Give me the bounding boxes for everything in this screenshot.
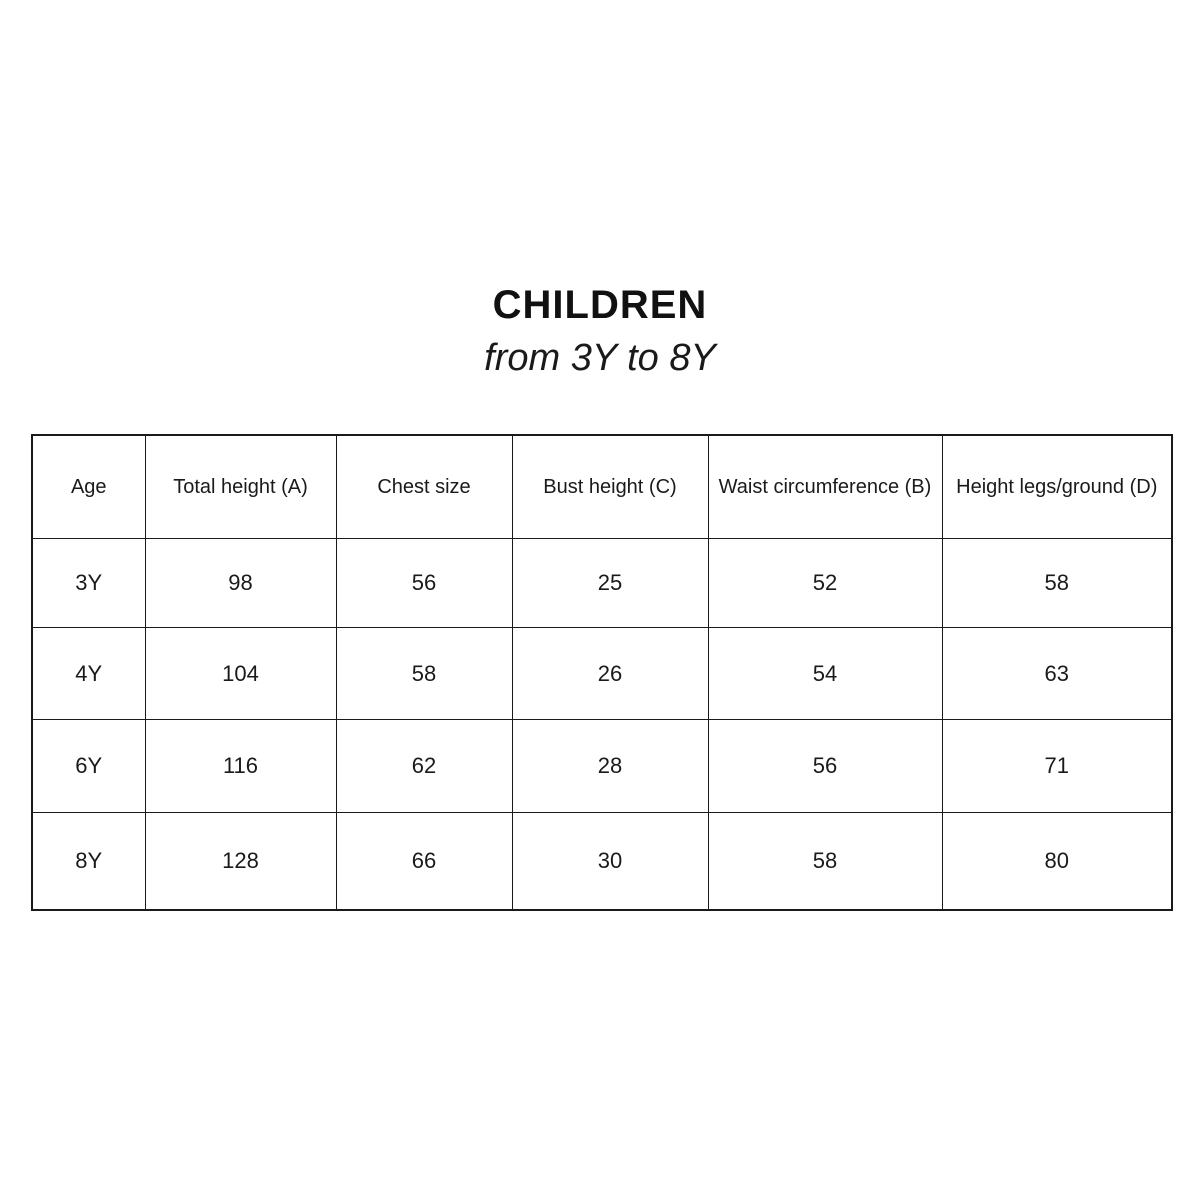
cell-chest-size: 58: [336, 628, 512, 720]
size-table: [31, 434, 1173, 911]
table-row: [32, 628, 1172, 720]
header-total-height: Total height (A): [145, 435, 336, 539]
cell-total-height: 116: [145, 720, 336, 813]
cell-bust-height: 26: [512, 628, 708, 720]
cell-chest-size: 66: [336, 813, 512, 911]
header-chest-size: Chest size: [336, 435, 512, 539]
cell-total-height: 98: [145, 539, 336, 628]
cell-height-legs-ground: 63: [942, 628, 1172, 720]
cell-chest-size: 56: [336, 539, 512, 628]
cell-age: 4Y: [32, 628, 145, 720]
cell-age: 8Y: [32, 813, 145, 911]
header-bust-height: Bust height (C): [512, 435, 708, 539]
cell-age: 3Y: [32, 539, 145, 628]
header-height-legs-ground: Height legs/ground (D): [942, 435, 1172, 539]
cell-bust-height: 25: [512, 539, 708, 628]
cell-total-height: 128: [145, 813, 336, 911]
page-subtitle: from 3Y to 8Y: [484, 337, 716, 379]
cell-bust-height: 28: [512, 720, 708, 813]
cell-waist-circumference: 54: [708, 628, 942, 720]
cell-waist-circumference: 52: [708, 539, 942, 628]
cell-chest-size: 62: [336, 720, 512, 813]
table-header-row: [32, 435, 1172, 539]
cell-height-legs-ground: 58: [942, 539, 1172, 628]
page-title: CHILDREN: [492, 283, 708, 327]
cell-waist-circumference: 56: [708, 720, 942, 813]
table-row: [32, 813, 1172, 911]
cell-height-legs-ground: 71: [942, 720, 1172, 813]
table-row: [32, 720, 1172, 813]
cell-total-height: 104: [145, 628, 336, 720]
cell-bust-height: 30: [512, 813, 708, 911]
header-waist-circumference: Waist circumference (B): [708, 435, 942, 539]
cell-waist-circumference: 58: [708, 813, 942, 911]
cell-age: 6Y: [32, 720, 145, 813]
table-row: [32, 539, 1172, 628]
cell-height-legs-ground: 80: [942, 813, 1172, 911]
header-age: Age: [32, 435, 145, 539]
